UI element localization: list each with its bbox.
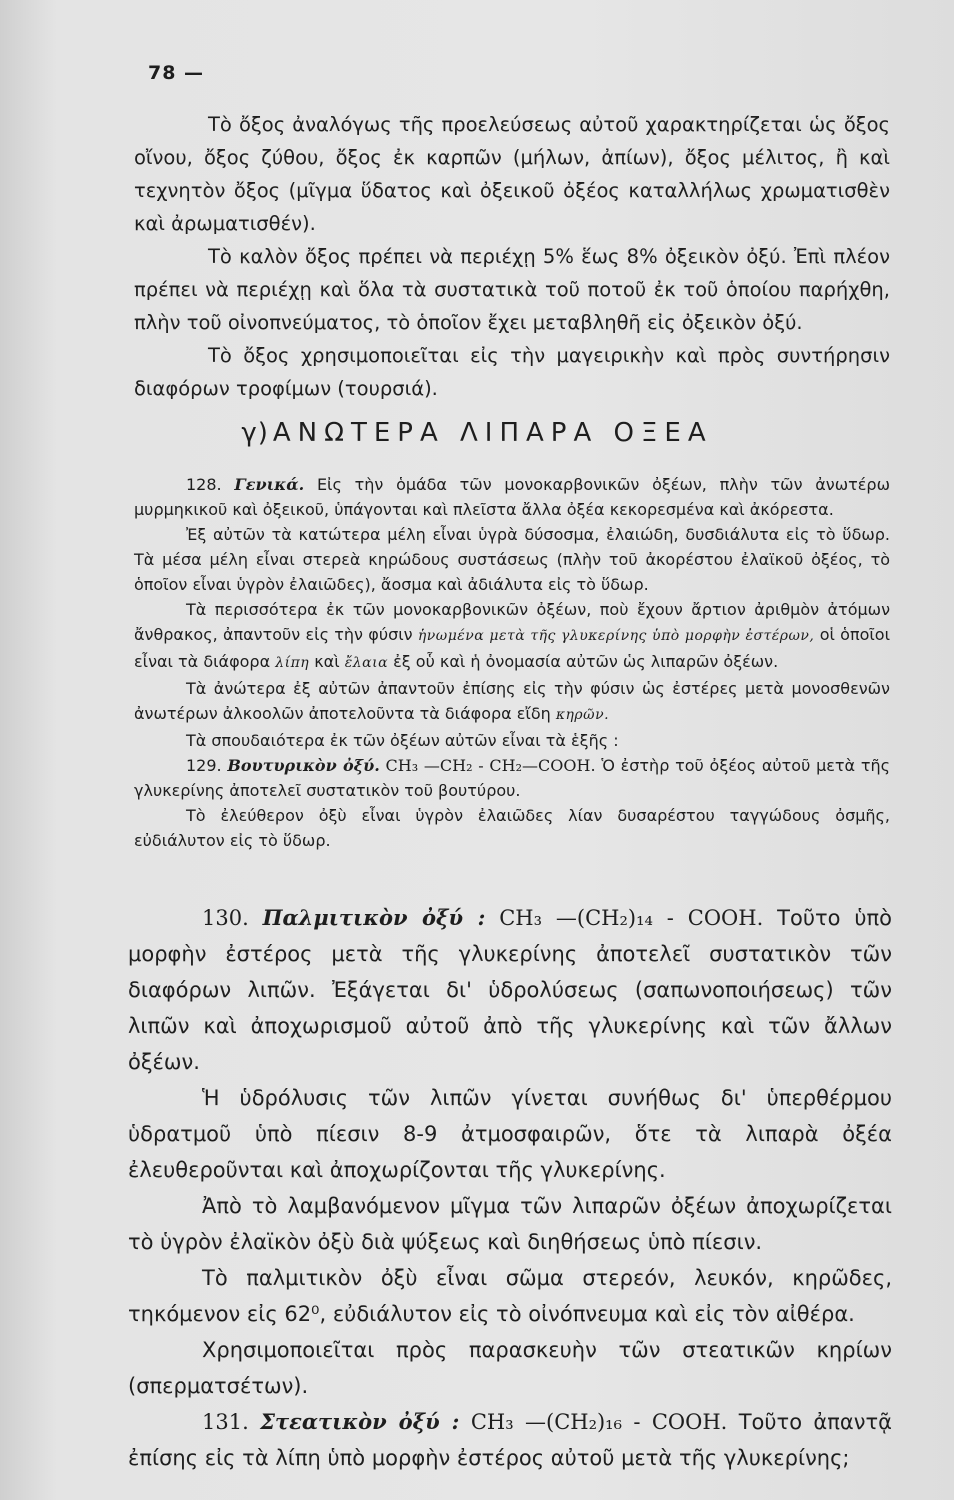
text-run: Τὰ ἀνώτερα ἐξ αὐτῶν ἀπαντοῦν ἐπίσης εἰς τὴν φύσιν ὡς ἐστέρες μετὰ μονοσθενῶν ἀνωτέρων ἀλκοολῶν ἀποτελοῦντα τὰ διάφορα εἴδη [134, 679, 890, 723]
paragraph-natural-occurrence [134, 597, 890, 676]
formula-stearic: CH₃ —(CH₂)₁₆ - COOH. [470, 1410, 728, 1434]
item-text-130: Τοῦτο ὑπὸ μορφὴν ἐστέρος μετὰ τῆς γλυκερίνης ἀποτελεῖ συστατικὸν τῶν διαφόρων λιπῶν. Ἐξάγεται δι' ὑδρολύσεως (σαπωνοποιήσεως) τῶν λιπῶν καὶ ἀποχωρισμοῦ αὐτοῦ ἀπὸ τῆς γλυκερίνης καὶ τῶν ἄλλων ὀξέων. [128, 906, 892, 1074]
formula-butyric: CH₃ —CH₂ - CH₂—COOH. [385, 756, 596, 775]
item-label-130: Παλμιτικὸν ὀξύ : [262, 905, 486, 930]
item-number-130: 130. [202, 906, 249, 930]
item-label-128: Γενικά. [234, 475, 305, 494]
large-print-section [128, 900, 892, 1476]
item-text-128: Εἰς τὴν ὁμάδα τῶν μονοκαρβονικῶν ὀξέων, πλὴν τῶν ἀνωτέρω μυρμηκικοῦ καὶ ὀξεικοῦ, ὑπάγονται καὶ πλεῖστα ἄλλα ὀξέα κεκορεσμένα καὶ ἀκόρεστα. [134, 475, 890, 519]
spaced-phrase: ἡνωμένα μετὰ τῆς γλυκερίνης ὑπὸ μορφὴν ἐστέρων, [417, 628, 815, 644]
small-print-section [134, 472, 890, 853]
section-prefix: γ) [241, 418, 269, 448]
item-label-129: Βουτυρικὸν ὀξύ. [227, 756, 380, 775]
paragraph-free-acid: Τὸ ἐλεύθερον ὀξὺ εἶναι ὑγρὸν ἐλαιῶδες λίαν δυσαρέστου ταγγώδους ὀσμῆς, εὐδιάλυτον εἰς τὸ ὕδωρ. [134, 806, 890, 850]
page-number: 78 — [148, 62, 205, 84]
paragraph-hydrolysis: Ἡ ὑδρόλυσις τῶν λιπῶν γίνεται συνήθως δι' ὑπερθέρμου ὑδρατμοῦ ὑπὸ πίεσιν 8-9 ἀτμοσφαιρῶν, ὅτε τὰ λιπαρὰ ὀξέα ἐλευθεροῦνται καὶ ἀποχωρίζονται τῆς γλυκερίνης. [128, 1086, 892, 1182]
text-run: Τὰ περισσότερα ἐκ τῶν μονοκαρβονικῶν ὀξέων, ποὺ ἔχουν ἄρτιον ἀριθμὸν ἀτόμων ἄνθρακος, ἀπαντοῦν εἰς τὴν φύσιν [134, 600, 890, 644]
paragraph-vinegar-use: Τὸ ὄξος χρησιμοποιεῖται εἰς τὴν μαγειρικὴν καὶ πρὸς συντήρησιν διαφόρων τροφίμων (τουρσιά). [134, 344, 890, 400]
paragraph-vinegar-origin: Τὸ ὄξος ἀναλόγως τῆς προελεύσεως αὐτοῦ χαρακτηρίζεται ὡς ὄξος οἴνου, ὄξος ζύθου, ὄξος ἐκ καρπῶν (μήλων, ἀπίων), ὄξος μέλιτος, ἢ καὶ τεχνητὸν ὄξος (μῖγμα ὕδατος καὶ ὀξεικοῦ ὀξέος καταλλήλως χρωματισθὲν καὶ ἀρωματισθέν). [134, 113, 890, 235]
spaced-word-oils: ἔλαια [344, 655, 389, 671]
paragraph-130 [128, 900, 892, 1080]
text-run: οἱ ὁποῖοι εἶναι τὰ διάφορα [134, 625, 891, 671]
section-title: ΑΝΩΤΕΡΑ ΛΙΠΑΡΑ ΟΞΕΑ [272, 418, 713, 448]
paragraph-lower-members: Ἐξ αὐτῶν τὰ κατώτερα μέλη εἶναι ὑγρὰ δύσοσμα, ἐλαιώδη, δυσδιάλυτα εἰς τὸ ὕδωρ. Τὰ μέσα μέλη εἶναι στερεὰ κηρώδους συστάσεως (πλὴν τοῦ ἀκορέστου ἐλαϊκοῦ ὀξέος, τὸ ὁποῖον εἶναι ὑγρὸν ἐλαιῶδες), ἄοσμα καὶ ἀδιάλυτα εἰς τὸ ὕδωρ. [134, 525, 890, 594]
paragraph-candles: Χρησιμοποιεῖται πρὸς παρασκευὴν τῶν στεατικῶν κηρίων (σπερματσέτων). [128, 1338, 892, 1398]
item-text-131: Τοῦτο ἀπαντᾷ ἐπίσης εἰς τὰ λίπη ὑπὸ μορφὴν ἐστέρος αὐτοῦ μετὰ τῆς γλυκερίνης; [128, 1410, 892, 1470]
item-text-129: Ὁ ἐστὴρ τοῦ ὀξέος αὐτοῦ μετὰ τῆς γλυκερίνης ἀποτελεῖ συστατικὸν τοῦ βουτύρου. [134, 756, 891, 800]
section-heading [0, 418, 954, 448]
text-run: ἐξ οὗ καὶ ἡ ὀνομασία αὐτῶν ὡς λιπαρῶν ὀξέων. [393, 652, 779, 671]
item-number-128: 128. [186, 475, 222, 494]
paragraph-131 [128, 1404, 892, 1476]
item-number-129: 129. [186, 756, 222, 775]
paragraph-list-intro: Τὰ σπουδαιότερα ἐκ τῶν ὀξέων αὐτῶν εἶναι τὰ ἑξῆς : [186, 731, 619, 750]
paragraph-129 [134, 753, 890, 803]
intro-section [134, 108, 890, 405]
paragraph-vinegar-quality: Τὸ καλὸν ὄξος πρέπει νὰ περιέχῃ 5% ἕως 8% ὀξεικὸν ὀξύ. Ἐπὶ πλέον πρέπει νὰ περιέχῃ καὶ ὅλα τὰ συστατικὰ τοῦ ποτοῦ ἐκ τοῦ ὁποίου παρήχθη, πλὴν τοῦ οἰνοπνεύματος, τὸ ὁποῖον ἔχει μεταβληθῆ εἰς ὀξεικὸν ὀξύ. [134, 245, 890, 334]
item-label-131: Στεατικὸν ὀξύ : [260, 1409, 460, 1434]
text-run: καὶ [314, 652, 340, 671]
paragraph-waxes [134, 676, 890, 728]
item-number-131: 131. [202, 1410, 249, 1434]
paragraph-properties: Τὸ παλμιτικὸν ὀξὺ εἶναι σῶμα στερεόν, λευκόν, κηρῶδες, τηκόμενον εἰς 62⁰, εὐδιάλυτον εἰς τὸ οἰνόπνευμα καὶ εἰς τὸν αἰθέρα. [128, 1266, 892, 1326]
paragraph-128 [134, 472, 890, 522]
formula-palmitic: CH₃ —(CH₂)₁₄ - COOH. [499, 906, 764, 930]
spaced-word-waxes: κηρῶν. [555, 707, 610, 723]
paragraph-separation: Ἀπὸ τὸ λαμβανόμενον μῖγμα τῶν λιπαρῶν ὀξέων ἀποχωρίζεται τὸ ὑγρὸν ἐλαϊκὸν ὀξὺ διὰ ψύξεως καὶ διηθήσεως ὑπὸ πίεσιν. [128, 1194, 892, 1254]
spaced-word-fats: λίπη [275, 655, 310, 671]
